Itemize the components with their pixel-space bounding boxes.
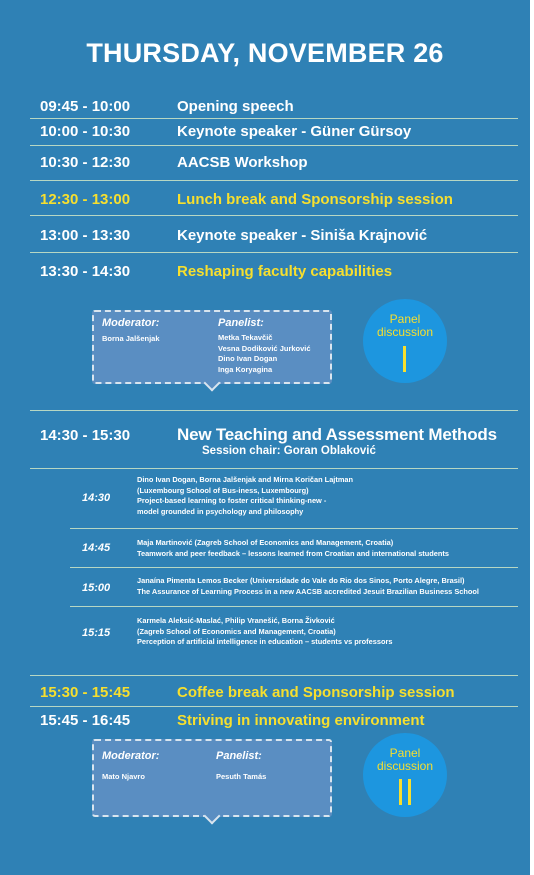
divider bbox=[30, 145, 518, 146]
talk-details: Janaína Pimenta Lemos Becker (Universidade do Vale do Rio dos Sinos, Porto Alegre, Brasil) The Assurance of Learning Process in a new AACSB accredited Jesuit Brazilian Business School bbox=[137, 576, 479, 596]
panelist-name: Dino Ivan Dogan bbox=[218, 354, 278, 363]
talk-details: Maja Martinović (Zagreb School of Economics and Management, Croatia) Teamwork and peer feedback – lessons learned from Croatian and international students bbox=[137, 538, 449, 558]
divider bbox=[30, 410, 518, 411]
row-time: 10:00 - 10:30 bbox=[40, 123, 131, 140]
session-time: 14:30 - 15:30 bbox=[40, 427, 131, 444]
row-label: Keynote speaker - Güner Gürsoy bbox=[177, 123, 412, 140]
panel-box-2 bbox=[92, 739, 332, 817]
session-title: New Teaching and Assessment Methods bbox=[177, 425, 497, 444]
row-time: 13:30 - 14:30 bbox=[40, 263, 131, 280]
row-label: Lunch break and Sponsorship session bbox=[177, 191, 453, 208]
row-time: 15:45 - 16:45 bbox=[40, 712, 131, 729]
badge-numeral-stroke bbox=[399, 779, 402, 805]
row-time: 13:00 - 13:30 bbox=[40, 227, 131, 244]
row-time: 12:30 - 13:00 bbox=[40, 191, 131, 208]
panelist-name: Vesna Dodiković Jurković bbox=[218, 343, 311, 353]
row-time: 15:30 - 15:45 bbox=[40, 684, 131, 701]
row-label: Opening speech bbox=[177, 98, 294, 115]
row-time: 10:30 - 12:30 bbox=[40, 154, 131, 171]
panel-box-1 bbox=[92, 310, 332, 384]
row-label: AACSB Workshop bbox=[177, 154, 308, 171]
panel-discussion-badge-2 bbox=[363, 733, 447, 817]
row-label: Striving in innovating environment bbox=[177, 712, 425, 729]
badge-label: Panel discussion bbox=[376, 312, 434, 339]
talk-time: 15:00 bbox=[82, 582, 111, 594]
panelist-heading: Panelist: bbox=[218, 317, 264, 329]
moderator-name: Borna Jalšenjak bbox=[102, 334, 160, 343]
callout-pointer bbox=[204, 808, 221, 825]
divider bbox=[70, 567, 518, 568]
divider bbox=[30, 468, 518, 469]
moderator-heading: Moderator: bbox=[102, 750, 160, 762]
talk-details: Karmela Aleksić-Maslać, Philip Vranešić, Borna Živković (Zagreb School of Economics and Management, Croatia) Perception of artificial intelligence in education – students vs professors bbox=[137, 616, 393, 646]
badge-numeral-stroke bbox=[403, 346, 406, 372]
divider bbox=[70, 606, 518, 607]
page-title: THURSDAY, NOVEMBER 26 bbox=[86, 38, 444, 68]
panelist-name: Inga Koryagina bbox=[218, 364, 273, 374]
row-label: Reshaping faculty capabilities bbox=[177, 263, 393, 280]
talk-time: 14:30 bbox=[82, 492, 111, 504]
divider bbox=[70, 528, 518, 529]
divider bbox=[30, 252, 518, 253]
divider bbox=[30, 118, 518, 119]
session-chair: Session chair: Goran Oblaković bbox=[202, 445, 376, 457]
panelist-name: Pesuth Tamás bbox=[216, 772, 267, 781]
row-time: 09:45 - 10:00 bbox=[40, 98, 131, 115]
talk-time: 15:15 bbox=[82, 627, 111, 639]
badge-numeral-stroke bbox=[408, 779, 411, 805]
row-label: Keynote speaker - Siniša Krajnović bbox=[177, 227, 428, 244]
divider bbox=[30, 706, 518, 707]
callout-pointer bbox=[204, 375, 221, 392]
panelist-name: Metka Tekavčič bbox=[218, 333, 273, 342]
talk-details: Dino Ivan Dogan, Borna Jalšenjak and Mirna Koričan Lajtman (Luxembourg School of Bus-iness, Luxembourg) Project-based learning to foster critical thinking-new - model grounded in psychology and philosophy bbox=[137, 475, 354, 516]
row-label: Coffee break and Sponsorship session bbox=[177, 684, 455, 701]
divider bbox=[30, 180, 518, 181]
moderator-name: Mato Njavro bbox=[102, 772, 145, 781]
panelist-heading: Panelist: bbox=[216, 750, 262, 762]
panel-discussion-badge-1 bbox=[363, 299, 447, 383]
badge-label: Panel discussion bbox=[376, 746, 434, 773]
moderator-heading: Moderator: bbox=[102, 317, 160, 329]
divider bbox=[30, 675, 518, 676]
divider bbox=[30, 215, 518, 216]
talk-time: 14:45 bbox=[82, 542, 111, 554]
